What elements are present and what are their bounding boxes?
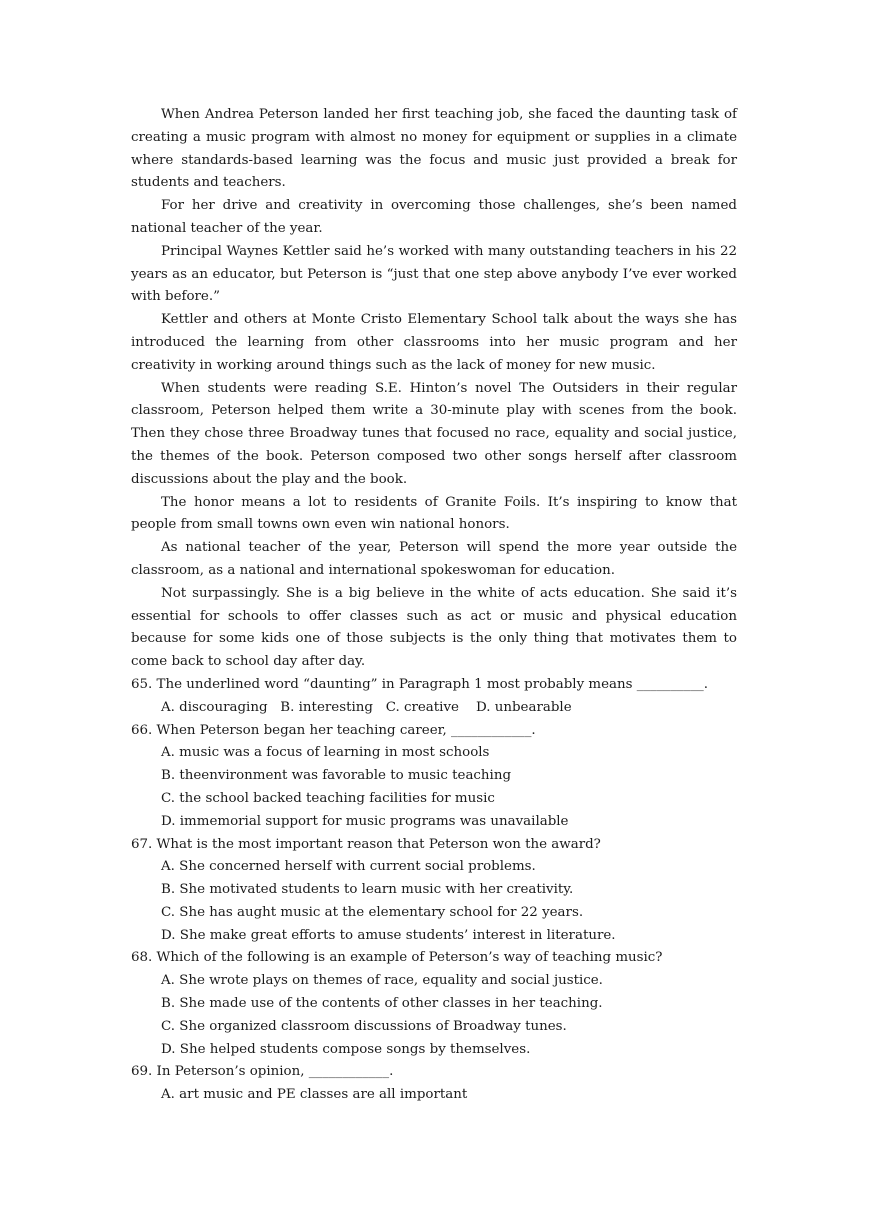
question-69 — [131, 1061, 737, 1107]
answer-option-d: D. She make great efforts to amuse students’ interest in literature. — [161, 927, 616, 943]
answer-option-c: C. She has aught music at the elementary school for 22 years. — [161, 904, 584, 920]
question-stem: 69. In Peterson’s opinion, ____________. — [131, 1064, 394, 1080]
answer-option-d: D. She helped students compose songs by themselves. — [161, 1041, 531, 1057]
question-stem: 67. What is the most important reason that Peterson won the award? — [131, 836, 601, 852]
question-options-inline: A. discouraging B. interesting C. creative D. unbearable — [161, 699, 572, 715]
answer-option-c: C. the school backed teaching facilities for music — [161, 790, 495, 806]
answer-option-c: C. She organized classroom discussions of Broadway tunes. — [161, 1018, 567, 1034]
passage-paragraph-4: Kettler and others at Monte Cristo Elementary School talk about the ways she has introduced the learning from other classrooms into her music program and her creativity in working around things such as the lack of money for new music. — [131, 312, 737, 373]
question-stem: 66. When Peterson began her teaching career, ____________. — [131, 722, 536, 738]
question-66 — [131, 720, 737, 834]
answer-option-d: D. immemorial support for music programs was unavailable — [161, 813, 569, 829]
question-68 — [131, 947, 737, 1061]
passage-paragraph-8: Not surpassingly. She is a big believe in the white of acts education. She said it’s essential for schools to offer classes such as act or music and physical education because for some kids one of those subjects is the only thing that motivates them to come back to school day after day. — [131, 585, 737, 670]
question-65 — [131, 674, 737, 720]
passage-paragraph-3: Principal Waynes Kettler said he’s worked with many outstanding teachers in his 22 years as an educator, but Peterson is “just that one step above anybody I’ve ever worked with before.” — [131, 243, 737, 305]
passage-paragraph-2: For her drive and creativity in overcoming those challenges, she’s been named national teacher of the year. — [131, 198, 737, 236]
passage-paragraph-6: The honor means a lot to residents of Granite Foils. It’s inspiring to know that people from small towns own even win national honors. — [131, 494, 737, 533]
answer-option-b: B. theenvironment was favorable to music teaching — [161, 768, 512, 784]
passage-paragraph-1: When Andrea Peterson landed her first teaching job, she faced the daunting task of creating a music program with almost no money for equipment or supplies in a climate where standards-based learning was the focus and music just provided a break for students and teachers. — [131, 107, 737, 191]
question-67 — [131, 834, 737, 948]
answer-option-a: A. art music and PE classes are all important — [161, 1087, 468, 1103]
reading-passage — [131, 104, 737, 674]
question-stem: 68. Which of the following is an example of Peterson’s way of teaching music? — [131, 950, 663, 966]
document-page — [131, 104, 737, 1107]
passage-paragraph-7: As national teacher of the year, Peterson will spend the more year outside the classroom, as a national and international spokeswoman for education. — [131, 540, 737, 578]
answer-option-a: A. She concerned herself with current social problems. — [161, 859, 536, 875]
passage-paragraph-5: When students were reading S.E. Hinton’s novel The Outsiders in their regular classroom, Peterson helped them write a 30-minute play with scenes from the book. Then they chose three Broadway tunes that focused no race, equality and social justice, the themes of the book. Peterson composed two other songs herself after classroom discussions about the play and the book. — [131, 380, 737, 487]
question-stem: 65. The underlined word “daunting” in Paragraph 1 most probably means __________. — [131, 676, 708, 692]
answer-option-a: A. music was a focus of learning in most schools — [161, 745, 490, 761]
answer-option-b: B. She motivated students to learn music with her creativity. — [161, 882, 574, 898]
answer-option-a: A. She wrote plays on themes of race, equality and social justice. — [161, 973, 603, 989]
answer-option-b: B. She made use of the contents of other classes in her teaching. — [161, 996, 603, 1012]
